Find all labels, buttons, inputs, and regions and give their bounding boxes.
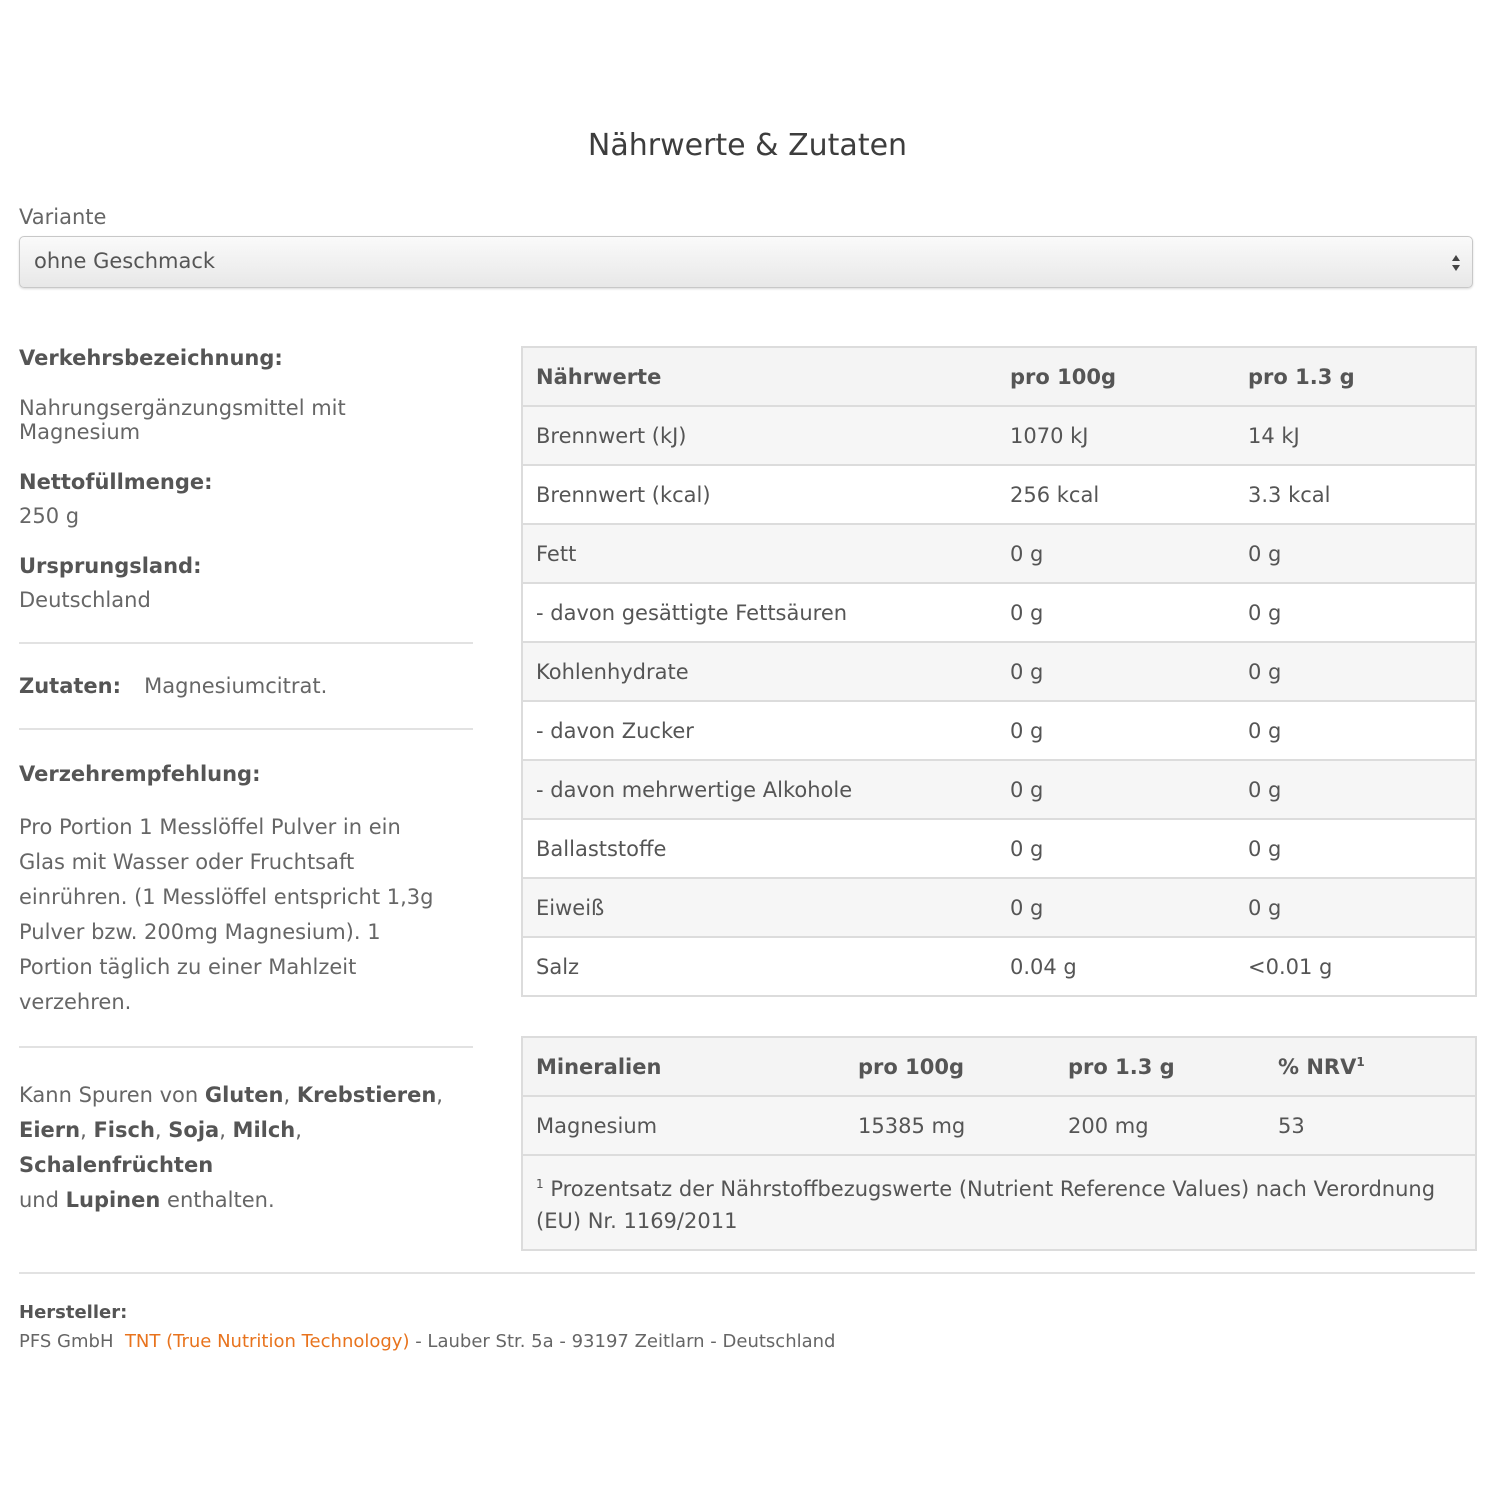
table-header: pro 1.3 g	[1235, 347, 1476, 406]
table-header: Nährwerte	[522, 347, 997, 406]
table-row	[522, 524, 1476, 583]
variant-select[interactable]	[19, 236, 1473, 288]
mineral-nrv: 53	[1265, 1096, 1476, 1155]
table-row	[522, 583, 1476, 642]
divider	[19, 642, 473, 644]
nutrient-name: - davon gesättigte Fettsäuren	[522, 583, 997, 642]
ingredients-value: Magnesiumcitrat.	[144, 674, 328, 698]
ingredients-label: Zutaten:	[19, 674, 122, 698]
nutrient-per-portion: 0 g	[1235, 524, 1476, 583]
nutrient-per-100g: 0 g	[997, 819, 1235, 878]
origin-label: Ursprungsland:	[19, 554, 202, 578]
manufacturer-company: PFS GmbH	[19, 1331, 114, 1352]
table-row	[522, 701, 1476, 760]
manufacturer-label: Hersteller:	[19, 1302, 128, 1323]
table-header: pro 1.3 g	[1055, 1037, 1265, 1096]
mineral-per-portion: 200 mg	[1055, 1096, 1265, 1155]
allergen-item: Lupinen	[65, 1188, 161, 1212]
nutrient-name: Eiweiß	[522, 878, 997, 937]
allergen-item: Fisch	[93, 1118, 155, 1142]
footnote-text: Prozentsatz der Nährstoffbezugswerte (Nutrient Reference Values) nach Verordnung (EU) Nr. 1169/2011	[536, 1177, 1436, 1233]
select-arrows-icon	[1450, 251, 1462, 275]
manufacturer	[19, 1302, 835, 1352]
nutrient-per-portion: <0.01 g	[1235, 937, 1476, 996]
nutrient-name: Brennwert (kJ)	[522, 406, 997, 465]
nutrient-per-portion: 0 g	[1235, 819, 1476, 878]
nutrient-per-100g: 256 kcal	[997, 465, 1235, 524]
table-row	[522, 465, 1476, 524]
nutrient-per-100g: 0 g	[997, 701, 1235, 760]
net-quantity-label: Nettofüllmenge:	[19, 470, 213, 494]
page-title: Nährwerte & Zutaten	[587, 128, 908, 163]
nutrient-name: Salz	[522, 937, 997, 996]
table-header-row	[522, 347, 1476, 406]
allergen-notice: Kann Spuren von Gluten, Krebstieren, Eiern, Fisch, Soja, Milch, Schalenfrüchten und Lupinen enthalten.	[19, 1083, 443, 1212]
variant-selected-value: ohne Geschmack	[34, 249, 216, 273]
nutrient-per-portion: 14 kJ	[1235, 406, 1476, 465]
allergen-item: Schalenfrüchten	[19, 1153, 214, 1177]
nutrient-per-100g: 0 g	[997, 760, 1235, 819]
product-info	[19, 340, 473, 1218]
nutrient-per-portion: 0 g	[1235, 583, 1476, 642]
nutrient-per-portion: 0 g	[1235, 701, 1476, 760]
allergen-item: Eiern	[19, 1118, 81, 1142]
allergen-outro: enthalten.	[160, 1188, 275, 1212]
nutrient-name: - davon mehrwertige Alkohole	[522, 760, 997, 819]
divider	[19, 1272, 1475, 1274]
table-row	[522, 406, 1476, 465]
table-header: Mineralien	[522, 1037, 845, 1096]
table-row	[522, 760, 1476, 819]
nutrient-name: Brennwert (kcal)	[522, 465, 997, 524]
table-header: pro 100g	[845, 1037, 1055, 1096]
table-row	[522, 1155, 1476, 1250]
table-row	[522, 642, 1476, 701]
table-row	[522, 937, 1476, 996]
nutrient-per-100g: 0 g	[997, 642, 1235, 701]
table-header: pro 100g	[997, 347, 1235, 406]
allergen-item: Milch	[232, 1118, 296, 1142]
net-quantity-value: 250 g	[19, 504, 80, 528]
table-header: % NRV$^1$	[1265, 1037, 1476, 1096]
designation-value: Nahrungsergänzungsmittel mit Magnesium	[19, 396, 346, 444]
mineral-name: Magnesium	[522, 1096, 845, 1155]
mineral-per-100g: 15385 mg	[845, 1096, 1055, 1155]
table-row	[522, 878, 1476, 937]
allergen-item: Soja	[168, 1118, 220, 1142]
manufacturer-line	[19, 1331, 835, 1352]
footnote-marker: 1	[1356, 1054, 1365, 1069]
allergen-item: Gluten	[204, 1083, 284, 1107]
recommendation-label: Verzehrempfehlung:	[19, 762, 261, 786]
nutrient-per-portion: 3.3 kcal	[1235, 465, 1476, 524]
nutrient-per-100g: 0 g	[997, 524, 1235, 583]
brand-link[interactable]: TNT (True Nutrition Technology)	[124, 1331, 410, 1352]
nutrient-name: - davon Zucker	[522, 701, 997, 760]
nutrient-name: Ballaststoffe	[522, 819, 997, 878]
nutrient-per-portion: 0 g	[1235, 760, 1476, 819]
minerals-table	[521, 1036, 1477, 1251]
divider	[19, 1046, 473, 1048]
nutrient-per-100g: 1070 kJ	[997, 406, 1235, 465]
nutrient-per-portion: 0 g	[1235, 878, 1476, 937]
origin-value: Deutschland	[19, 588, 151, 612]
designation-label: Verkehrsbezeichnung:	[19, 346, 283, 370]
nutrient-per-portion: 0 g	[1235, 642, 1476, 701]
allergen-item: Krebstieren	[296, 1083, 437, 1107]
allergen-intro: Kann Spuren von	[19, 1083, 205, 1107]
footnote-marker: 1	[536, 1177, 544, 1191]
nutrition-table	[521, 346, 1477, 997]
table-header-row	[522, 1037, 1476, 1096]
nutrient-per-100g: 0 g	[997, 583, 1235, 642]
nutrient-per-100g: 0.04 g	[997, 937, 1235, 996]
table-row	[522, 1096, 1476, 1155]
nutrient-name: Fett	[522, 524, 997, 583]
table-row	[522, 819, 1476, 878]
variant-label: Variante	[19, 205, 107, 229]
nutrient-name: Kohlenhydrate	[522, 642, 997, 701]
ingredients	[19, 674, 473, 698]
nutrient-per-100g: 0 g	[997, 878, 1235, 937]
divider	[19, 728, 473, 730]
recommendation-value: Pro Portion 1 Messlöffel Pulver in ein Glas mit Wasser oder Fruchtsaft einrühren. (1 Messlöffel entspricht 1,3g Pulver bzw. 200mg Magnesium). 1 Portion täglich zu einer Mahlzeit verzehren.	[19, 815, 434, 1014]
manufacturer-address: - Lauber Str. 5a - 93197 Zeitlarn - Deutschland	[409, 1331, 836, 1352]
nrv-footnote	[522, 1155, 1476, 1250]
